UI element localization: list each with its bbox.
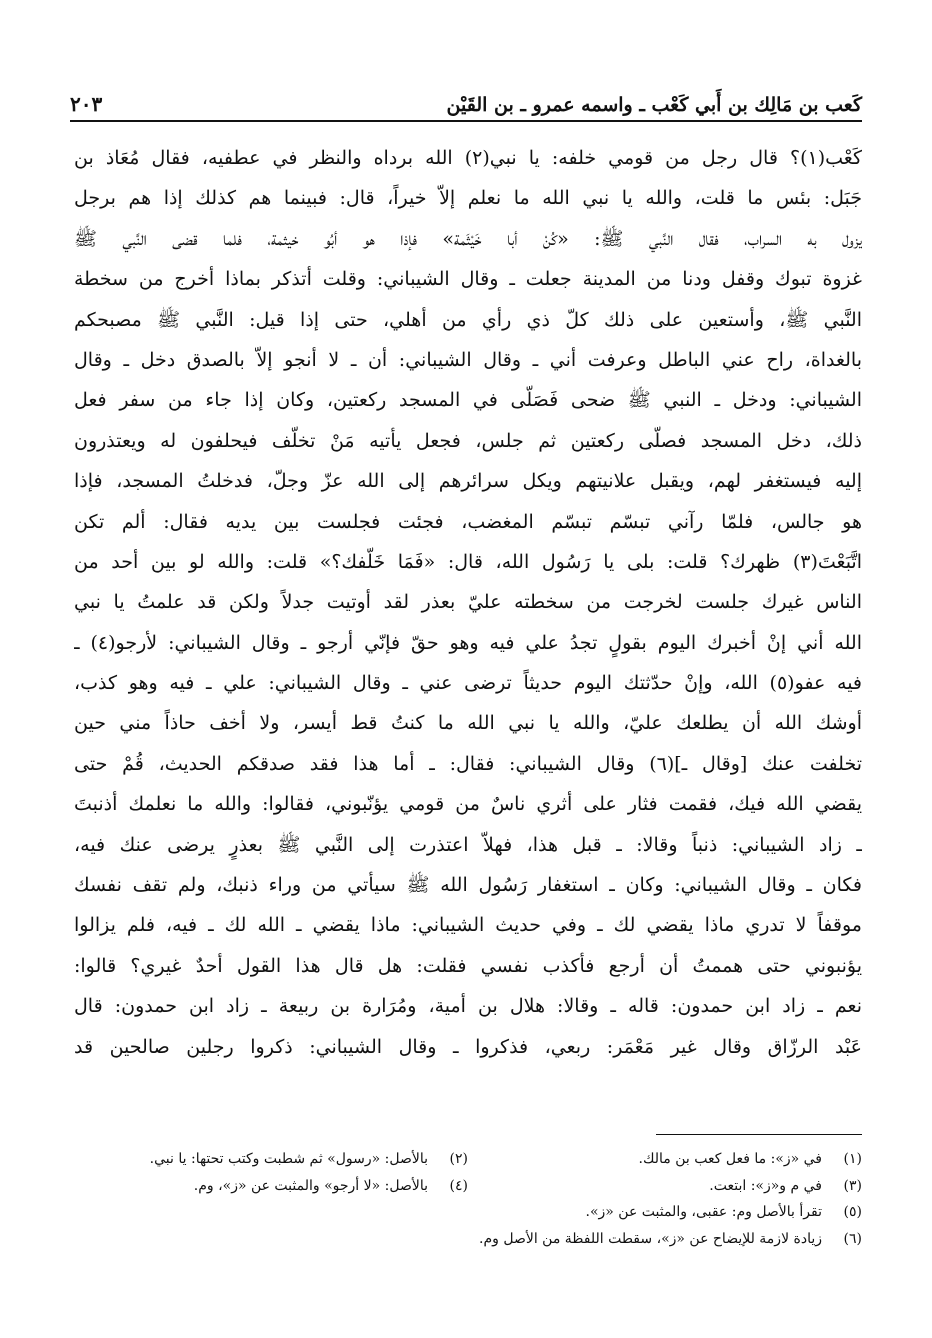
text-line: أوشك الله أن يطلعك عليّ، والله يا نبي الله ما كنتُ قط أيسر، ولا أخف حاذاً مني حين (74, 712, 862, 735)
header-rule (70, 120, 862, 122)
text-line: الشيباني: ودخل ـ النبي ﷺ ضحى فَصَلّى في المسجد ركعتين، وكان إذا جاء من سفر فعل (74, 389, 862, 412)
footnote-text: في م و«ز»: ابتعت. (709, 1177, 822, 1194)
footnote-5 (74, 1199, 862, 1226)
footnote-row (74, 1199, 862, 1226)
text-line: فيه عفو(٥) الله، وإنْ حدّثتك اليوم حديثاً ترضى عني ـ وقال الشيباني: علي ـ فيه وهو كذب، (74, 672, 862, 695)
footnote-number: (٢) (449, 1151, 468, 1167)
text-line: جَبَل: بئس ما قلت، والله يا نبي الله ما نعلم إلاّ خيراً، قال: فبينما هم كذلك إذا هم برجل (74, 187, 862, 210)
footnote-3 (468, 1173, 862, 1200)
text-line: تخلفت عنك [وقال ـ](٦) وقال الشيباني: فقال: ـ أما هذا فقد صدقكم الحديث، قُمْ حتى (74, 752, 862, 775)
footnote-number: (٣) (843, 1177, 862, 1194)
text-line: يؤنبوني حتى هممتُ أن أرجع فأكذب نفسي فقلت: هل قال هذا القول أحدٌ غيري؟ قالوا: (74, 954, 862, 977)
page-header (70, 72, 862, 116)
footnote-text: بالأصل: «رسول» ثم شطبت وكتب تحتها: يا نبي. (149, 1151, 428, 1167)
footnote-row (74, 1173, 862, 1200)
footnote-number: (٤) (449, 1177, 468, 1194)
text-line: بالغداة، راح عني الباطل وعرفت أني ـ وقال الشيباني: أن ـ لا أنجو إلاّ بالصدق دخل ـ وقال (74, 348, 862, 371)
text-line: كَعْب(١)؟ قال رجل من قومي خلفه: يا نبي(٢) الله برداه والنظر في عطفيه، فقال مُعَاذ بن (74, 147, 862, 169)
text-line: نعم ـ زاد ابن حمدون: قاله ـ وقالا: هلال بن أمية، ومُرَارة بن ربيعة ـ زاد ابن حمدون: قال (74, 995, 862, 1018)
footnote-text: تقرأ بالأصل وم: عقبى، والمثبت عن «ز». (585, 1204, 822, 1220)
text-line: الله أني إنْ أخبرك اليوم بقولٍ تجدُ علي فيه وهو حقّ فإنّي أرجو ـ وقال الشيباني: لأرجو(٤) ـ (74, 631, 862, 654)
main-text (74, 138, 862, 1067)
text-line: عَبْد الرزّاق وقال غير مَعْمَر: ربعي، فذكروا ـ وقال الشيباني: ذكروا رجلين صالحين قد (74, 1035, 862, 1058)
footnote-1 (468, 1146, 862, 1173)
footnote-rule (656, 1134, 862, 1135)
text-line: ـ زاد الشيباني: ذنباً وقالا: ـ قبل هذا، فهلاّ اعتذرت إلى النَّبي ﷺ بعذرٍ يرضى عنك فيه، (74, 833, 862, 856)
text-line: يقضي الله فيك، فقمت فثار على أثري ناسٌ من قومي يؤنّبوني، فقالوا: والله ما نعلمك أذنبتَ (74, 793, 862, 816)
text-line: اتَّبَعْتَ(٣) ظهرك؟ قلت: بلى يا رَسُول الله، قال: «فَمَا خَلّفك؟» قلت: والله لو بين أحد من (74, 550, 862, 573)
footnote-row (74, 1226, 862, 1253)
text-line: النَّبي ﷺ، وأستعين على ذلك كلّ ذي رأي من أهلي، حتى إذا قيل: النَّبي ﷺ مصبحكم (74, 308, 862, 331)
text-line: إليه فيستغفر لهم، ويقبل علانيتهم ويكل سرائرهم إلى الله عزّ وجلّ، فدخلتُ المسجد، فإذا (74, 470, 862, 493)
footnotes (74, 1146, 862, 1252)
footnote-row (74, 1146, 862, 1173)
footnote-text: بالأصل: «لا أرجو» والمثبت عن «ز»، وم. (193, 1177, 428, 1194)
footnote-number: (١) (843, 1151, 862, 1167)
text-line: هو جالس، فلمّا رآني تبسّم تبسّم المغضب، فجئت فجلست بين يديه فقال: ألم تكن (74, 510, 862, 533)
footnote-2 (74, 1146, 468, 1173)
text-line: يزول به السراب، فقال النَّبي ﷺ: «كُنْ أبا خَيْثَمة» فإذا هو أبُو خيثمة، فلما قضى النَّبي ﷺ (74, 227, 862, 250)
text-line: موقفاً لا تدري ماذا يقضي لك ـ وفي حديث الشيباني: ماذا يقضي ـ الله لك ـ فيه، فلم يزالوا (74, 914, 862, 937)
running-title: كَعب بن مَالِك بن أَبي كَعْب ـ واسمه عمرو ـ بن القَيْن (446, 94, 862, 116)
footnote-number: (٦) (843, 1230, 862, 1247)
footnote-6 (74, 1226, 862, 1253)
text-line: غزوة تبوك وقفل ودنا من المدينة جعلت ـ وقال الشيباني: وقلت أتذكر بماذا أخرج من سخطة (74, 268, 862, 291)
footnote-number: (٥) (843, 1204, 862, 1220)
text-line: ذلك، دخل المسجد فصلّى ركعتين ثم جلس، فجعل يأتيه مَنْ تخلّف فيحلفون له ويعتذرون (74, 429, 862, 452)
text-line: الناس غيرك جلست لخرجت من سخطته عليّ بعذر لقد أوتيت جدلاً ولكن قد علمتُ يا نبي (74, 591, 862, 614)
footnote-4 (74, 1173, 468, 1200)
footnote-text: زيادة لازمة للإيضاح عن «ز»، سقطت اللفظة من الأصل وم. (479, 1230, 822, 1247)
footnote-text: في «ز»: ما فعل كعب بن مالك. (638, 1151, 822, 1167)
page-number: ٢٠٣ (70, 92, 103, 116)
text-line: فكان ـ وقال الشيباني: وكان ـ استغفار رَسُول الله ﷺ سيأتي من وراء ذنبك، ولم تقف نفسك (74, 874, 862, 897)
